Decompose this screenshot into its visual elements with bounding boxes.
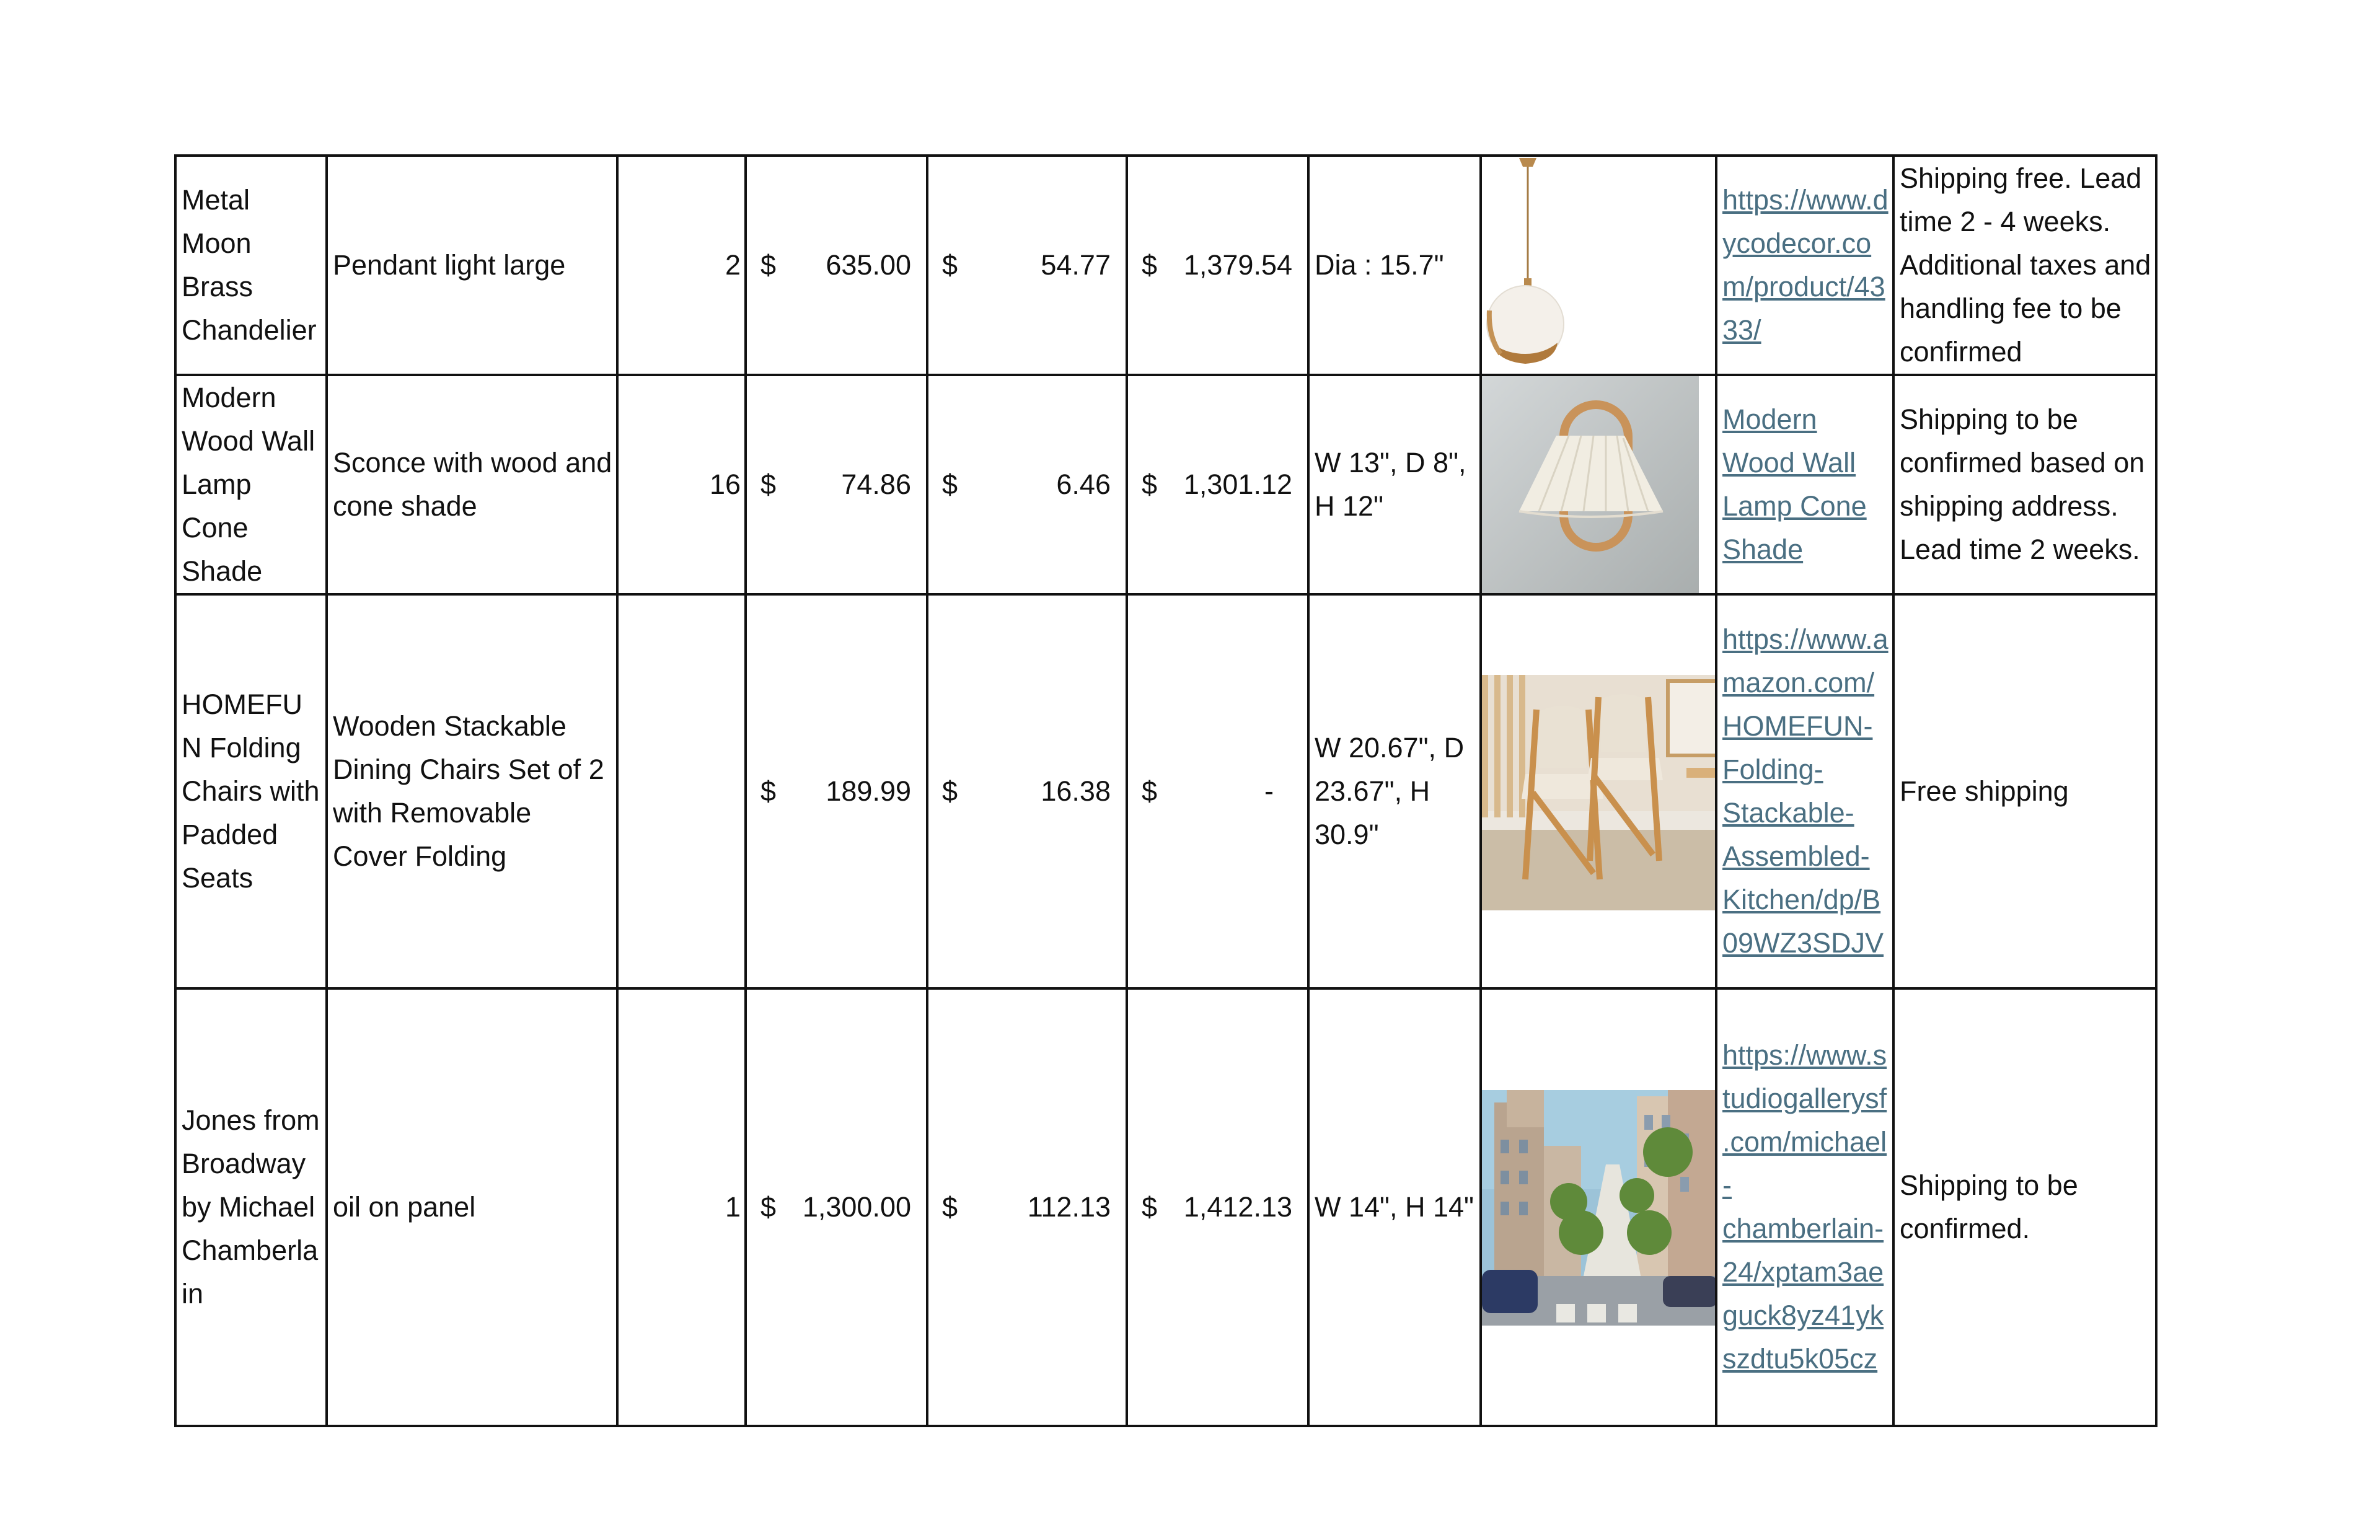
notes-cell[interactable] xyxy=(1893,375,2156,594)
item-description: Pendant light large xyxy=(333,249,566,281)
item-description: Sconce with wood and cone shade xyxy=(333,447,612,522)
dimensions-cell[interactable] xyxy=(1308,594,1481,988)
item-name: Jones from Broadway by Michael Chamberlain xyxy=(182,1104,320,1309)
total-cell[interactable] xyxy=(1127,156,1308,375)
folding-chairs-photo xyxy=(1482,675,1716,910)
tax-cell[interactable] xyxy=(927,594,1127,988)
description-cell[interactable] xyxy=(327,988,617,1426)
item-name-cell[interactable] xyxy=(175,375,327,594)
quantity-cell[interactable] xyxy=(617,375,746,594)
unit-price: 635.00 xyxy=(826,249,911,281)
product-table xyxy=(174,154,2157,1427)
currency-symbol: $ xyxy=(1142,1191,1158,1223)
unit-price: 74.86 xyxy=(841,469,911,500)
unit-price: 189.99 xyxy=(826,775,911,807)
product-link[interactable]: Modern Wood Wall Lamp Cone Shade xyxy=(1722,403,1867,565)
total-amount: 1,301.12 xyxy=(1183,469,1292,500)
currency-symbol: $ xyxy=(1142,469,1158,500)
notes-cell[interactable] xyxy=(1893,156,2156,375)
tax-cell[interactable] xyxy=(927,375,1127,594)
item-name: HOMEFUN Folding Chairs with Padded Seats xyxy=(182,689,320,894)
tax-amount: 16.38 xyxy=(1041,775,1111,807)
link-cell[interactable] xyxy=(1716,594,1893,988)
quantity-cell[interactable] xyxy=(617,594,746,988)
shipping-notes: Shipping to be confirmed based on shipping address. Lead time 2 weeks. xyxy=(1900,403,2145,565)
notes-cell[interactable] xyxy=(1893,594,2156,988)
item-dimensions: Dia : 15.7" xyxy=(1315,249,1444,281)
total-amount: 1,412.13 xyxy=(1183,1191,1292,1223)
table-row xyxy=(175,988,2156,1426)
currency-symbol: $ xyxy=(942,469,958,500)
pendant-lamp-photo xyxy=(1482,157,1581,375)
item-dimensions: W 14", H 14" xyxy=(1315,1191,1474,1223)
product-link[interactable]: https://www.studiogallerysf.com/michael-chamberlain-24/xptam3aeguck8yz41ykszdtu5k05cz xyxy=(1722,1039,1887,1375)
product-link[interactable]: https://www.amazon.com/HOMEFUN-Folding-Stackable-Assembled-Kitchen/dp/B09WZ3SDJV xyxy=(1722,623,1889,959)
currency-symbol: $ xyxy=(1142,249,1158,281)
tax-cell[interactable] xyxy=(927,988,1127,1426)
unit-price-cell[interactable] xyxy=(746,594,927,988)
item-dimensions: W 20.67", D 23.67", H 30.9" xyxy=(1315,732,1465,850)
product-link[interactable]: https://www.dycodecor.com/product/4333/ xyxy=(1722,184,1889,346)
shipping-notes: Free shipping xyxy=(1900,775,2069,807)
link-cell[interactable] xyxy=(1716,156,1893,375)
currency-symbol: $ xyxy=(760,1191,777,1223)
item-dimensions: W 13", D 8", H 12" xyxy=(1315,447,1466,522)
unit-price-cell[interactable] xyxy=(746,375,927,594)
item-name-cell[interactable] xyxy=(175,988,327,1426)
currency-symbol: $ xyxy=(942,1191,958,1223)
currency-symbol: $ xyxy=(760,469,777,500)
dimensions-cell[interactable] xyxy=(1308,375,1481,594)
tax-amount: 112.13 xyxy=(1027,1191,1111,1223)
quantity-cell[interactable] xyxy=(617,156,746,375)
item-description: Wooden Stackable Dining Chairs Set of 2 with Removable Cover Folding xyxy=(333,710,604,872)
total-cell[interactable] xyxy=(1127,988,1308,1426)
unit-price: 1,300.00 xyxy=(802,1191,911,1223)
item-quantity: 1 xyxy=(725,1191,741,1223)
city-street-painting-photo xyxy=(1482,1090,1716,1326)
table-row xyxy=(175,375,2156,594)
description-cell[interactable] xyxy=(327,156,617,375)
shipping-notes: Shipping to be confirmed. xyxy=(1900,1169,2078,1244)
item-name: Metal Moon Brass Chandelier xyxy=(182,184,317,346)
image-cell[interactable] xyxy=(1481,375,1716,594)
currency-symbol: $ xyxy=(1142,775,1158,807)
total-amount: 1,379.54 xyxy=(1183,249,1292,281)
total-cell[interactable] xyxy=(1127,594,1308,988)
currency-symbol: $ xyxy=(942,775,958,807)
dimensions-cell[interactable] xyxy=(1308,156,1481,375)
notes-cell[interactable] xyxy=(1893,988,2156,1426)
currency-symbol: $ xyxy=(942,249,958,281)
description-cell[interactable] xyxy=(327,375,617,594)
item-quantity: 2 xyxy=(725,249,741,281)
item-description: oil on panel xyxy=(333,1191,476,1223)
wall-sconce-photo xyxy=(1482,376,1699,593)
description-cell[interactable] xyxy=(327,594,617,988)
currency-symbol: $ xyxy=(760,249,777,281)
item-name: Modern Wood Wall Lamp Cone Shade xyxy=(182,382,315,587)
image-cell[interactable] xyxy=(1481,594,1716,988)
quantity-cell[interactable] xyxy=(617,988,746,1426)
total-amount: - xyxy=(1264,775,1274,807)
image-cell[interactable] xyxy=(1481,156,1716,375)
shipping-notes: Shipping free. Lead time 2 - 4 weeks. Additional taxes and handling fee to be confirmed xyxy=(1900,162,2151,367)
table-row xyxy=(175,156,2156,375)
item-name-cell[interactable] xyxy=(175,156,327,375)
unit-price-cell[interactable] xyxy=(746,156,927,375)
link-cell[interactable] xyxy=(1716,988,1893,1426)
tax-cell[interactable] xyxy=(927,156,1127,375)
unit-price-cell[interactable] xyxy=(746,988,927,1426)
image-cell[interactable] xyxy=(1481,988,1716,1426)
item-quantity: 16 xyxy=(709,469,741,500)
item-name-cell[interactable] xyxy=(175,594,327,988)
link-cell[interactable] xyxy=(1716,375,1893,594)
total-cell[interactable] xyxy=(1127,375,1308,594)
currency-symbol: $ xyxy=(760,775,777,807)
dimensions-cell[interactable] xyxy=(1308,988,1481,1426)
tax-amount: 6.46 xyxy=(1056,469,1111,500)
tax-amount: 54.77 xyxy=(1041,249,1111,281)
table-row xyxy=(175,594,2156,988)
